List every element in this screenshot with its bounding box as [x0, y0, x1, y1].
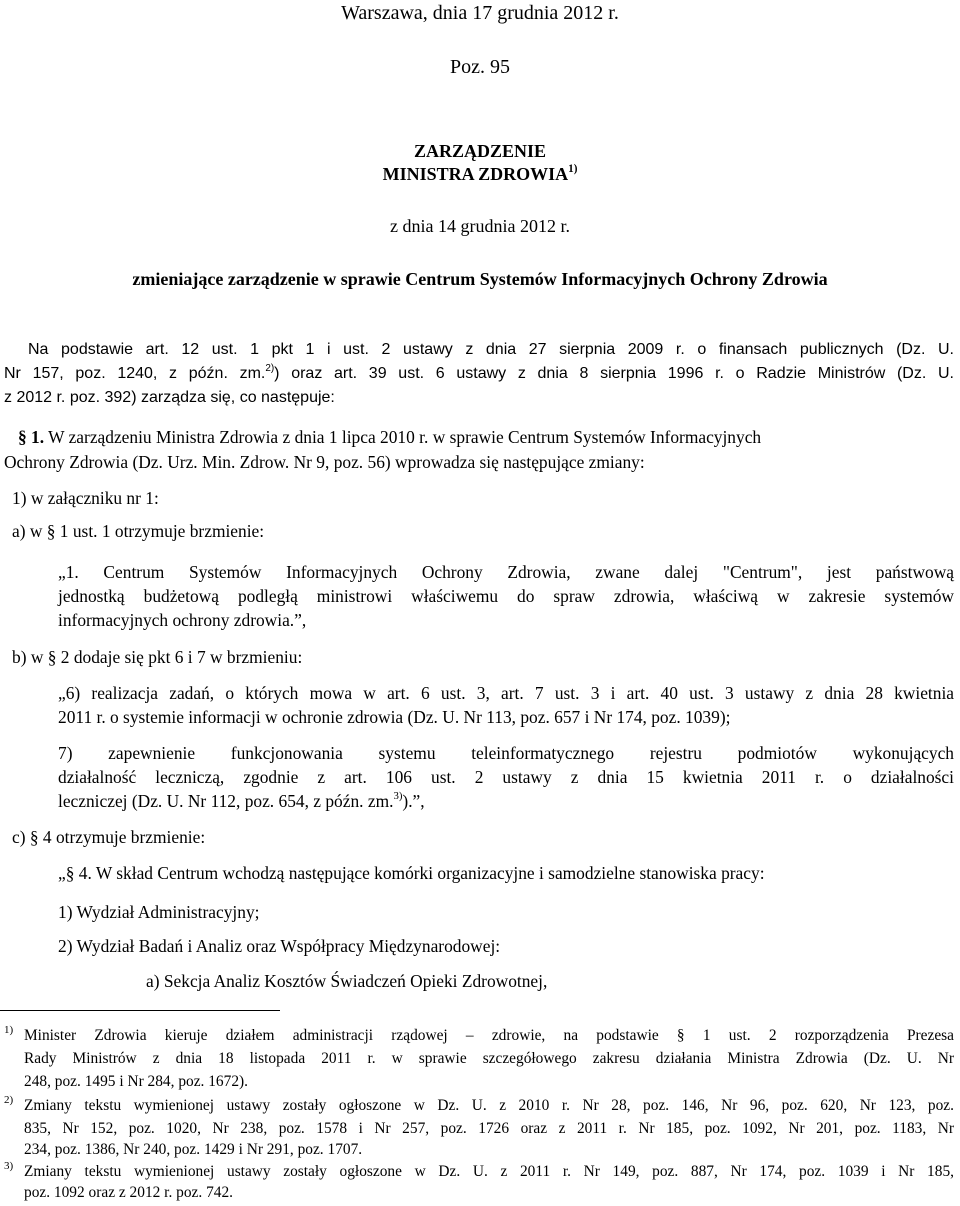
title-date: z dnia 14 grudnia 2012 r.: [390, 216, 570, 236]
footnote-3-mark: 3): [4, 1160, 14, 1172]
preamble-line1: Na podstawie art. 12 ust. 1 pkt 1 i ust. 2 ustawy z dnia 27 sierpnia 2009 r. o finansach publicznych (Dz. U.: [28, 341, 954, 358]
footnote-divider: [0, 1010, 280, 1011]
footnote-ref-3: 3): [393, 790, 403, 803]
section1-line2: Ochrony Zdrowia (Dz. Urz. Min. Zdrow. Nr 9, poz. 56) wprowadza się następujące zmiany:: [4, 452, 645, 472]
item-b-intro: b) w § 2 dodaje się pkt 6 i 7 w brzmieniu:: [12, 647, 303, 667]
item-c-list2: 2) Wydział Badań i Analiz oraz Współpracy Międzynarodowej:: [58, 936, 501, 956]
footnote-2-line2: 835, Nr 152, poz. 1020, Nr 238, poz. 1578 i Nr 257, poz. 1726 oraz z 2011 r. Nr 185, poz. 1092, Nr 201, poz. 1183, Nr: [24, 1120, 954, 1137]
footnote-2-line3: 234, poz. 1386, Nr 240, poz. 1429 i Nr 291, poz. 1707.: [24, 1141, 363, 1158]
item-b7-line2: działalność leczniczą, zgodnie z art. 106 ust. 2 ustawy z dnia 15 kwietnia 2011 r. o działalności: [58, 767, 954, 787]
preamble-line3: z 2012 r. poz. 392) zarządza się, co następuje:: [4, 389, 335, 406]
footnote-1-line3: 248, poz. 1495 i Nr 284, poz. 1672).: [24, 1073, 248, 1090]
item-b7-line3: leczniczej (Dz. U. Nr 112, poz. 654, z późn. zm.$^{3)}$).”,: [58, 790, 425, 811]
footnote-ref-2: 2): [265, 362, 275, 374]
item-b6-line2: 2011 r. o systemie informacji w ochronie zdrowia (Dz. U. Nr 113, poz. 657 i Nr 174, poz. 1039);: [58, 707, 731, 727]
item-a-line2: jednostką budżetową podległą ministrowi właściwemu do spraw zdrowia, właściwą w zakresie systemów: [58, 586, 954, 606]
item1: 1) w załączniku nr 1:: [12, 488, 159, 508]
footnote-2-line1: Zmiany tekstu wymienionej ustawy zostały ogłoszone w Dz. U. z 2010 r. Nr 28, poz. 146, Nr 96, poz. 620, Nr 123, poz.: [24, 1097, 954, 1114]
section1-line1: § 1. W zarządzeniu Ministra Zdrowia z dnia 1 lipca 2010 r. w sprawie Centrum Systemów Informacyjnych: [18, 427, 762, 447]
footnote-3-line1: Zmiany tekstu wymienionej ustawy zostały ogłoszone w Dz. U. z 2011 r. Nr 149, poz. 887, Nr 174, poz. 1039 i Nr 185,: [24, 1163, 954, 1180]
footnote-1-mark: 1): [4, 1024, 14, 1036]
title-line2: MINISTRA ZDROWIA$^{1)}$: [382, 162, 578, 184]
title-subject: zmieniające zarządzenie w sprawie Centrum Systemów Informacyjnych Ochrony Zdrowia: [132, 269, 828, 289]
item-c-line1: „§ 4. W skład Centrum wchodzą następujące komórki organizacyjne i samodzielne stanowiska pracy:: [58, 863, 765, 883]
header-place-date: Warszawa, dnia 17 grudnia 2012 r.: [341, 2, 619, 24]
item-c-list2a: a) Sekcja Analiz Kosztów Świadczeń Opieki Zdrowotnej,: [146, 971, 548, 991]
header-position: Poz. 95: [450, 56, 510, 78]
item-a-line3: informacyjnych ochrony zdrowia.”,: [58, 610, 307, 630]
preamble-line2: Nr 157, poz. 1240, z późn. zm.$^{2)}$) oraz art. 39 ust. 6 ustawy z dnia 8 sierpnia 1996 r. o Radzie Ministrów (Dz. U.: [4, 362, 954, 382]
footnote-1-line1: Minister Zdrowia kieruje działem administracji rządowej – zdrowie, na podstawie § 1 ust. 2 rozporządzenia Prezesa: [24, 1027, 954, 1044]
footnote-ref-1: 1): [568, 162, 578, 175]
footnote-2-mark: 2): [4, 1094, 14, 1106]
item-a-line1: „1. Centrum Systemów Informacyjnych Ochrony Zdrowia, zwane dalej "Centrum", jest państwową: [58, 562, 954, 582]
footnote-1-line2: Rady Ministrów z dnia 18 listopada 2011 r. w sprawie szczegółowego zakresu działania Ministra Zdrowia (Dz. U. Nr: [24, 1050, 954, 1067]
footnote-3-line2: poz. 1092 oraz z 2012 r. poz. 742.: [24, 1184, 234, 1201]
item-b6-line1: „6) realizacja zadań, o których mowa w art. 6 ust. 3, art. 7 ust. 3 i art. 40 ust. 3 ustawy z dnia 28 kwietnia: [58, 683, 954, 703]
item-a-intro: a) w § 1 ust. 1 otrzymuje brzmienie:: [12, 521, 265, 541]
item-c-intro: c) § 4 otrzymuje brzmienie:: [12, 827, 206, 847]
section1-number: § 1.: [18, 427, 45, 447]
item-c-list1: 1) Wydział Administracyjny;: [58, 902, 260, 922]
title-line1: ZARZĄDZENIE: [413, 141, 547, 161]
item-b7-line1: 7) zapewnienie funkcjonowania systemu teleinformatycznego rejestru podmiotów wykonujących: [58, 743, 954, 763]
